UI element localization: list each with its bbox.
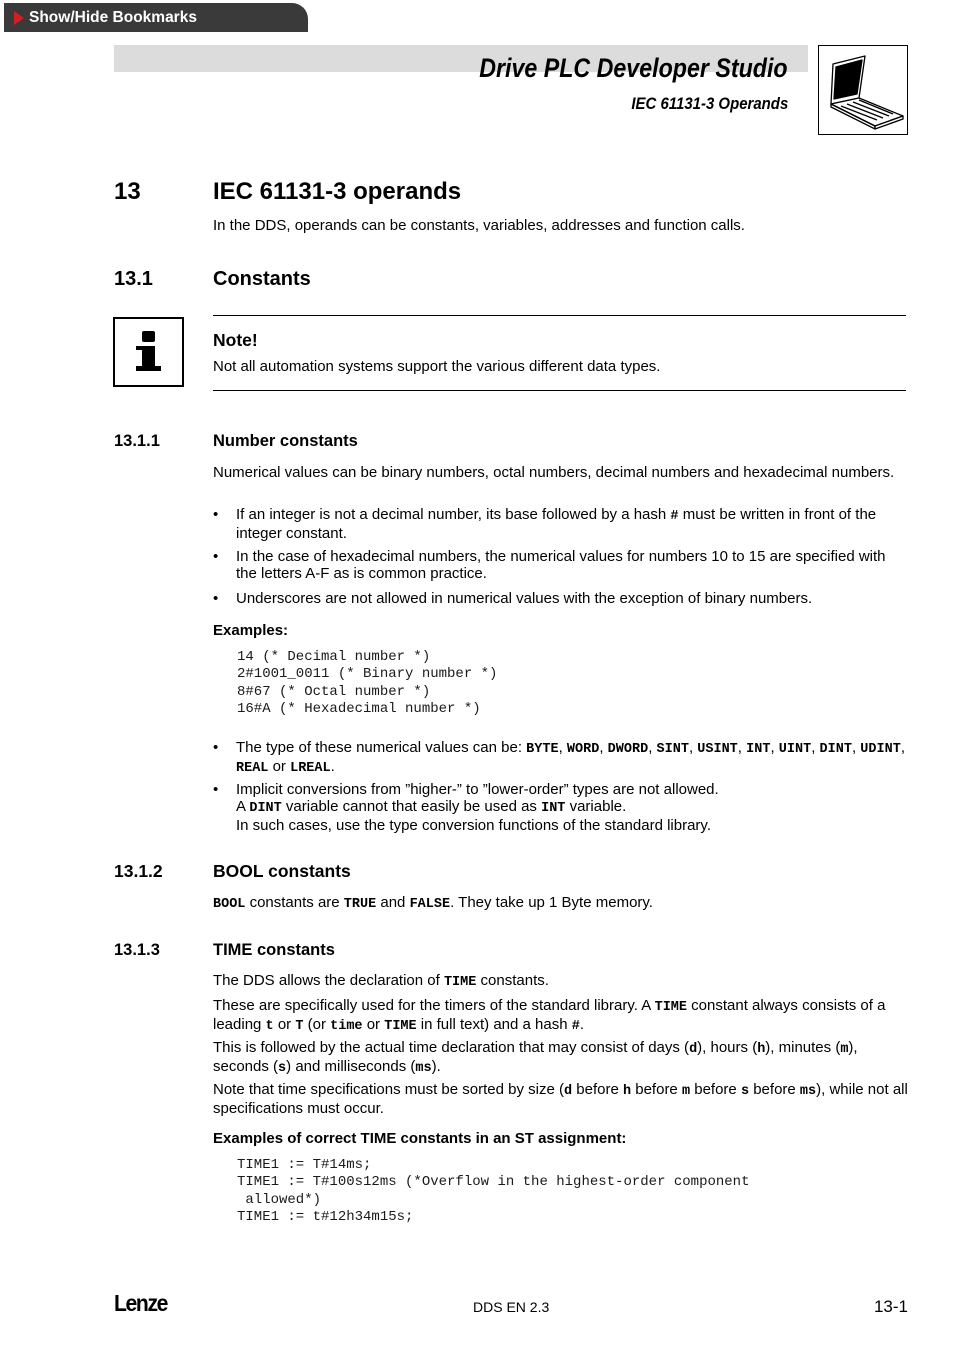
- triangle-right-icon: [14, 11, 24, 25]
- code-block: 14 (* Decimal number *) 2#1001_0011 (* Binary number *) 8#67 (* Octal number *) 16#A (* Hexadecimal number *): [237, 649, 498, 718]
- note-bottom-rule: [213, 390, 906, 391]
- subsection-number: 13.1.2: [114, 861, 163, 881]
- time-paragraph-1: The DDS allows the declaration of TIME constants.: [213, 972, 549, 990]
- section-title: Constants: [213, 268, 311, 290]
- examples-label: Examples:: [213, 622, 289, 639]
- time-paragraph-2: These are specifically used for the timers of the standard library. A TIME constant always consists of a leading t or T (or time or TIME in full text) and a hash #.: [213, 997, 886, 1034]
- list-item: • The type of these numerical values can be: BYTE, WORD, DWORD, SINT, USINT, INT, UINT, DINT, UDINT, REAL or LREAL.: [213, 739, 905, 776]
- subsection-title: Number constants: [213, 432, 358, 450]
- document-title: Drive PLC Developer Studio: [479, 53, 788, 83]
- list-item: • Implicit conversions from ”higher-” to ”lower-order” types are not allowed. A DINT variable cannot that easily be used as INT variable. In such cases, use the type conversion functions of the standard library.: [213, 781, 719, 834]
- time-paragraph-4: Note that time specifications must be sorted by size (d before h before m before s before ms), while not all specifications must occur.: [213, 1081, 908, 1117]
- laptop-icon: [818, 45, 908, 135]
- show-hide-bookmarks-button[interactable]: [4, 3, 308, 32]
- list-item: • Underscores are not allowed in numerical values with the exception of binary numbers.: [213, 590, 813, 607]
- list-item: • In the case of hexadecimal numbers, the numerical values for numbers 10 to 15 are specified with the letters A-F as is common practice.: [213, 548, 886, 582]
- subsection-title: TIME constants: [213, 941, 335, 959]
- code-block: TIME1 := T#14ms; TIME1 := T#100s12ms (*Overflow in the highest-order component allowed*) TIME1 := t#12h34m15s;: [237, 1157, 750, 1226]
- subsection-number: 13.1.3: [114, 941, 160, 959]
- subsection-title: BOOL constants: [213, 861, 351, 881]
- chapter-number: 13: [114, 178, 141, 205]
- document-subtitle: IEC 61131-3 Operands: [631, 94, 788, 113]
- note-title: Note!: [213, 330, 258, 350]
- info-icon: [113, 317, 184, 387]
- subsection-number: 13.1.1: [114, 432, 160, 450]
- section-number: 13.1: [114, 268, 153, 290]
- list-item: • If an integer is not a decimal number, its base followed by a hash # must be written in front of the integer constant.: [213, 506, 877, 542]
- bool-constants-text: BOOL constants are TRUE and FALSE. They take up 1 Byte memory.: [213, 894, 653, 912]
- note-text: Not all automation systems support the various different data types.: [213, 358, 661, 375]
- time-examples-label: Examples of correct TIME constants in an ST assignment:: [213, 1130, 627, 1147]
- page-number: 13-1: [873, 1297, 908, 1316]
- lenze-logo: Lenze: [114, 1290, 168, 1316]
- bookmark-label: Show/Hide Bookmarks: [29, 9, 197, 26]
- chapter-intro: In the DDS, operands can be constants, variables, addresses and function calls.: [213, 217, 745, 234]
- footer-doc-id: DDS EN 2.3: [473, 1299, 550, 1315]
- number-constants-intro: Numerical values can be binary numbers, octal numbers, decimal numbers and hexadecimal numbers.: [213, 464, 895, 481]
- time-paragraph-3: This is followed by the actual time declaration that may consist of days (d), hours (h), minutes (m), seconds (s) and milliseconds (ms).: [213, 1039, 858, 1076]
- chapter-title: IEC 61131-3 operands: [213, 178, 462, 205]
- note-top-rule: [213, 315, 906, 316]
